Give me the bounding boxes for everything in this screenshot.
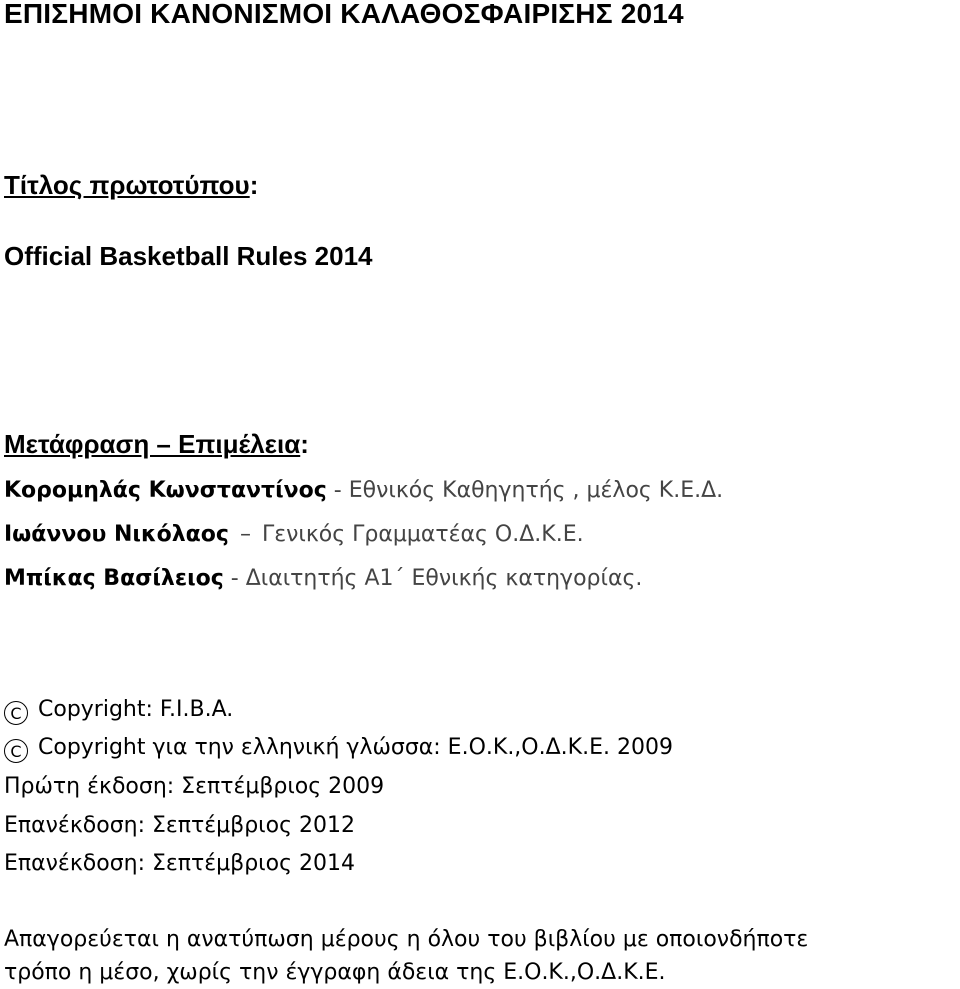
contributor-1-role: Εθνικός Καθηγητής , μέλος Κ.Ε.Δ. [348, 478, 724, 503]
contributor-3 [4, 568, 642, 590]
copyright-line-2-text: Copyright για την ελληνική γλώσσα: Ε.Ο.Κ.,Ο.Δ.Κ.Ε. 2009 [38, 735, 673, 760]
contributor-1 [4, 480, 723, 502]
original-title-label [4, 172, 258, 198]
contributor-1-name: Κορομηλάς Κωνσταντίνος [4, 478, 327, 503]
contributor-3-role: Διαιτητής Α1΄ Εθνικής κατηγορίας. [245, 566, 643, 591]
contributor-2 [4, 524, 584, 546]
original-title-label-text: Τίτλος πρωτοτύπου [4, 170, 250, 200]
contributor-2-role: Γενικός Γραμματέας Ο.Δ.Κ.Ε. [261, 522, 584, 547]
contributor-2-sep: – [232, 522, 258, 547]
copyright-icon: C [4, 739, 28, 763]
edition-first: Πρώτη έκδοση: Σεπτέμβριος 2009 [4, 774, 385, 799]
copyright-line-1-text: Copyright: F.I.B.A. [38, 697, 234, 722]
edition-reissue-2012: Επανέκδοση: Σεπτέμβριος 2012 [4, 813, 355, 838]
original-title-value: Official Basketball Rules 2014 [4, 241, 373, 271]
reprint-notice-line-1: Απαγορεύεται η ανατύπωση μέρους η όλου του βιβλίου με οποιονδήποτε [4, 927, 809, 952]
contributor-3-name: Μπίκας Βασίλειος [4, 566, 224, 591]
translation-label [4, 431, 309, 457]
contributor-3-sep: - [223, 566, 246, 591]
edition-reissue-2014: Επανέκδοση: Σεπτέμβριος 2014 [4, 851, 355, 876]
translation-label-text: Μετάφραση – Επιμέλεια [4, 429, 301, 459]
contributor-1-sep: - [326, 478, 349, 503]
document-title: ΕΠΙΣΗΜΟΙ ΚΑΝΟΝΙΣΜΟΙ ΚΑΛΑΘΟΣΦΑΙΡΙΣΗΣ 2014 [4, 0, 684, 29]
copyright-line-1 [4, 699, 233, 725]
contributor-2-name: Ιωάννου Νικόλαος [4, 522, 229, 547]
copyright-line-2 [4, 737, 673, 763]
copyright-icon: C [4, 701, 28, 725]
reprint-notice-line-2: τρόπο η μέσο, χωρίς την έγγραφη άδεια της Ε.Ο.Κ.,Ο.Δ.Κ.Ε. [4, 960, 666, 985]
translation-colon: : [300, 429, 309, 459]
original-title-colon: : [249, 170, 259, 200]
